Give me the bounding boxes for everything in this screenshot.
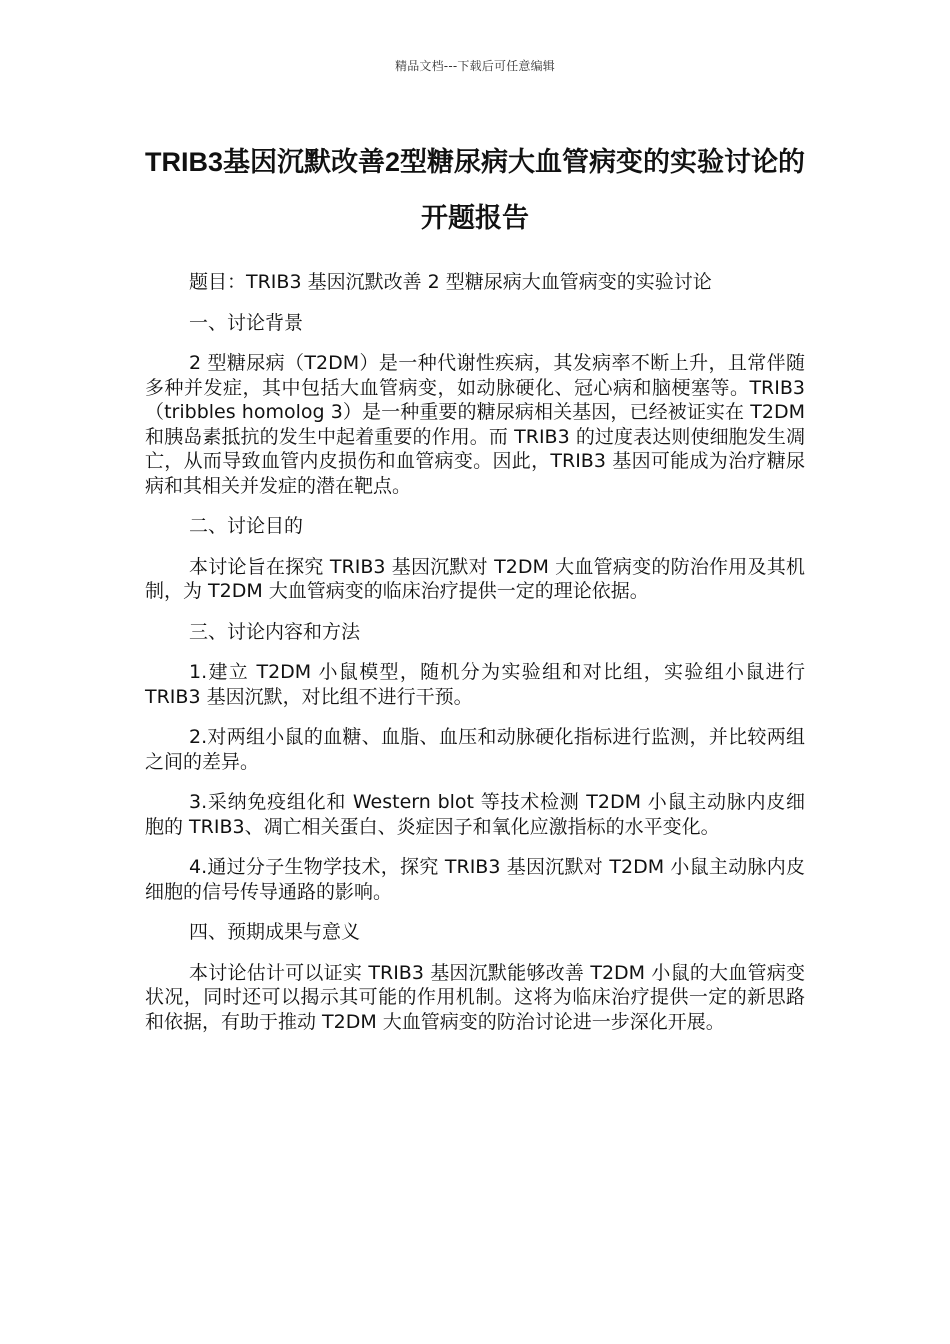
document-title: TRIB3基因沉默改善2型糖尿病大血管病变的实验讨论的开题报告 (144, 147, 806, 233)
topic-line: 题目：TRIB3 基因沉默改善 2 型糖尿病大血管病变的实验讨论 (189, 271, 712, 293)
methods-item: 3.采纳免疫组化和 Western blot 等技术检测 T2DM 小鼠主动脉内皮细胞的 TRIB3、凋亡相关蛋白、炎症因子和氧化应激指标的水平变化。 (145, 791, 805, 838)
methods-item: 1.建立 T2DM 小鼠模型，随机分为实验组和对比组，实验组小鼠进行 TRIB3 基因沉默，对比组不进行干预。 (145, 661, 805, 708)
outcome-heading: 四、预期成果与意义 (189, 921, 361, 943)
methods-item: 4.通过分子生物学技术，探究 TRIB3 基因沉默对 T2DM 小鼠主动脉内皮细胞的信号传导通路的影响。 (145, 856, 805, 903)
purpose-paragraph: 本讨论旨在探究 TRIB3 基因沉默对 T2DM 大血管病变的防治作用及其机制，为 T2DM 大血管病变的临床治疗提供一定的理论依据。 (145, 555, 805, 602)
background-paragraph: 2 型糖尿病（T2DM）是一种代谢性疾病，其发病率不断上升，且常伴随多种并发症，其中包括大血管病变，如动脉硬化、冠心病和脑梗塞等。TRIB3（tribbles homolog 3）是一种重要的糖尿病相关基因，已经被证实在 T2DM 和胰岛素抵抗的发生中起着重要的作用。而 TRIB3 的过度表达则使细胞发生凋亡，从而导致血管内皮损伤和血管病变。因此，TRIB3 基因可能成为治疗糖尿病和其相关并发症的潜在靶点。 (145, 352, 805, 497)
document-body (145, 270, 805, 1050)
background-heading: 一、讨论背景 (189, 311, 304, 334)
methods-item: 2.对两组小鼠的血糖、血脂、血压和动脉硬化指标进行监测，并比较两组之间的差异。 (145, 726, 805, 773)
methods-heading: 三、讨论内容和方法 (189, 620, 361, 643)
purpose-heading: 二、讨论目的 (189, 515, 304, 537)
outcome-paragraph: 本讨论估计可以证实 TRIB3 基因沉默能够改善 T2DM 小鼠的大血管病变状况，同时还可以揭示其可能的作用机制。这将为临床治疗提供一定的新思路和依据，有助于推动 T2DM 大血管病变的防治讨论进一步深化开展。 (145, 961, 805, 1033)
header-note: 精品文档---下载后可任意编辑 (395, 59, 555, 73)
